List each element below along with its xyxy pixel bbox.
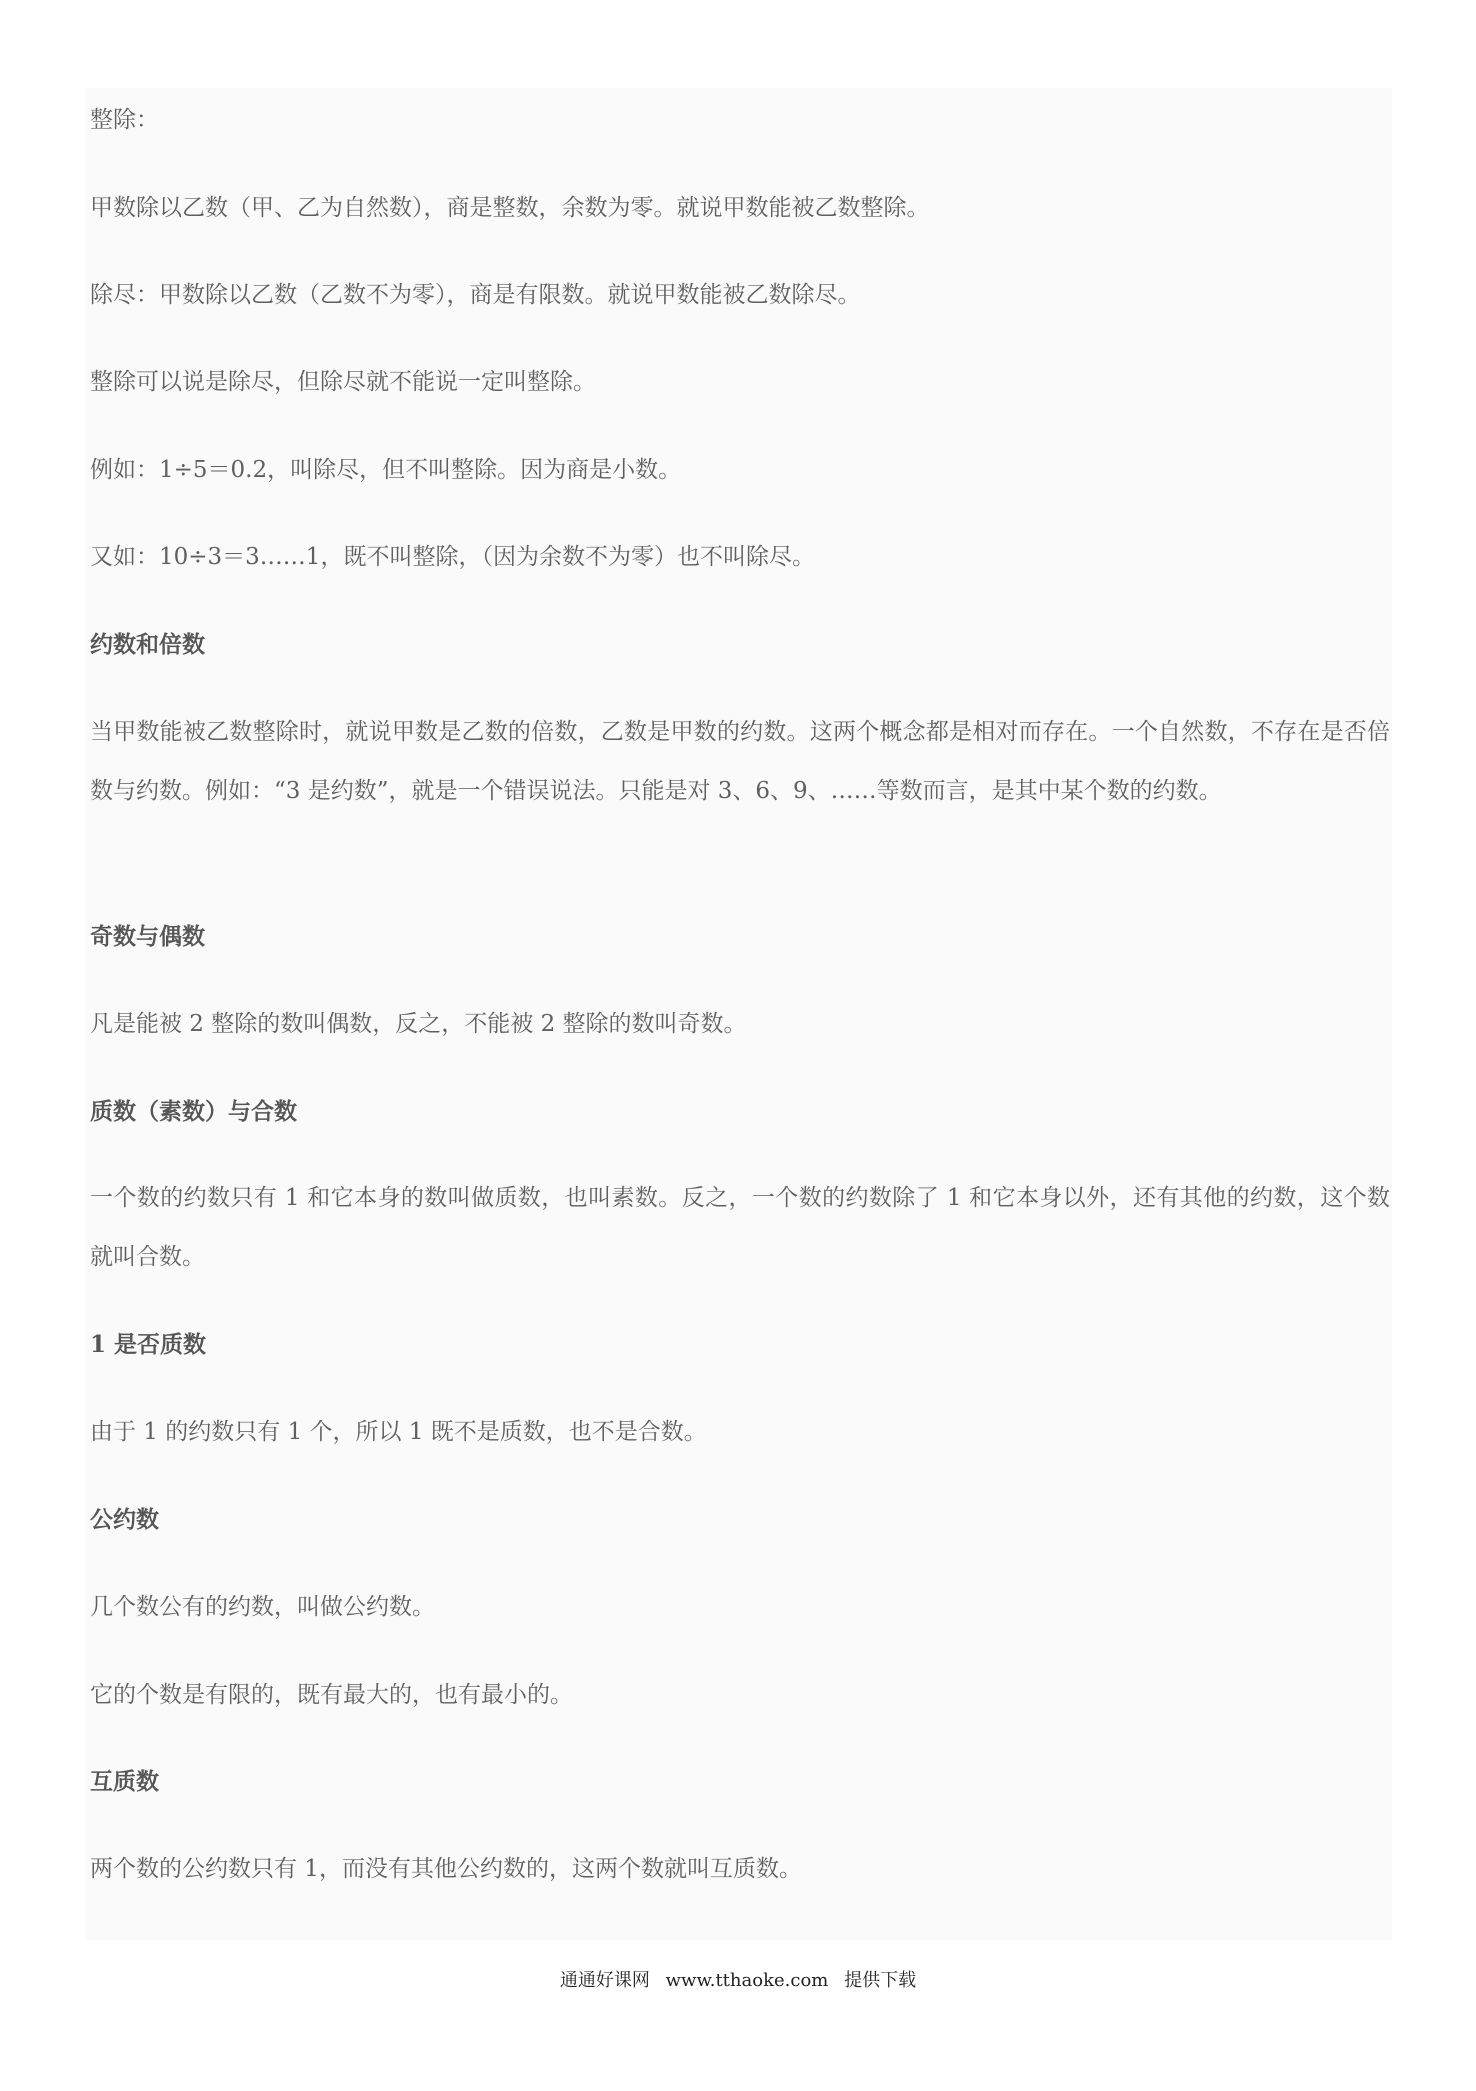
footer-url[interactable]: www.tthaoke.com: [665, 1970, 829, 1991]
paragraph: 一个数的约数只有 1 和它本身的数叫做质数，也叫素数。反之，一个数的约数除了 1 和它本身以外，还有其他的约数，这个数就叫合数。: [90, 1185, 1390, 1270]
section-heading: 1 是否质数: [90, 1331, 207, 1358]
footer-site-name: 通通好课网: [559, 1970, 650, 1991]
section-heading: 质数（素数）与合数: [90, 1098, 297, 1125]
text-line: 凡是能被 2 整除的数叫偶数，反之，不能被 2 整除的数叫奇数。: [90, 1011, 747, 1037]
text-line: 两个数的公约数只有 1，而没有其他公约数的，这两个数就叫互质数。: [90, 1856, 802, 1882]
section-heading: 约数和倍数: [90, 631, 205, 658]
text-line: 除尽：甲数除以乙数（乙数不为零），商是有限数。就说甲数能被乙数除尽。: [90, 282, 861, 308]
footer-suffix: 提供下载: [844, 1970, 917, 1991]
text-line: 由于 1 的约数只有 1 个，所以 1 既不是质数，也不是合数。: [90, 1419, 707, 1445]
text-line: 整除：: [90, 107, 159, 133]
section-heading: 互质数: [90, 1768, 159, 1795]
text-line: 例如：1÷5＝0.2，叫除尽，但不叫整除。因为商是小数。: [90, 457, 682, 483]
text-line: 甲数除以乙数（甲、乙为自然数），商是整数，余数为零。就说甲数能被乙数整除。: [90, 195, 930, 221]
text-line: 几个数公有的约数，叫做公约数。: [90, 1594, 435, 1620]
paragraph: 当甲数能被乙数整除时，就说甲数是乙数的倍数，乙数是甲数的约数。这两个概念都是相对而存在。一个自然数，不存在是否倍数与约数。例如：“3 是约数”，就是一个错误说法。只能是对 3、6、9、……等数而言，是其中某个数的约数。: [90, 719, 1390, 804]
text-line: 整除可以说是除尽，但除尽就不能说一定叫整除。: [90, 369, 596, 395]
text-line: 它的个数是有限的，既有最大的，也有最小的。: [90, 1682, 573, 1708]
section-heading: 公约数: [90, 1506, 159, 1533]
text-line: 又如：10÷3＝3……1，既不叫整除，（因为余数不为零）也不叫除尽。: [90, 544, 815, 570]
section-heading: 奇数与偶数: [90, 923, 205, 950]
page-footer: [0, 1966, 1476, 1992]
